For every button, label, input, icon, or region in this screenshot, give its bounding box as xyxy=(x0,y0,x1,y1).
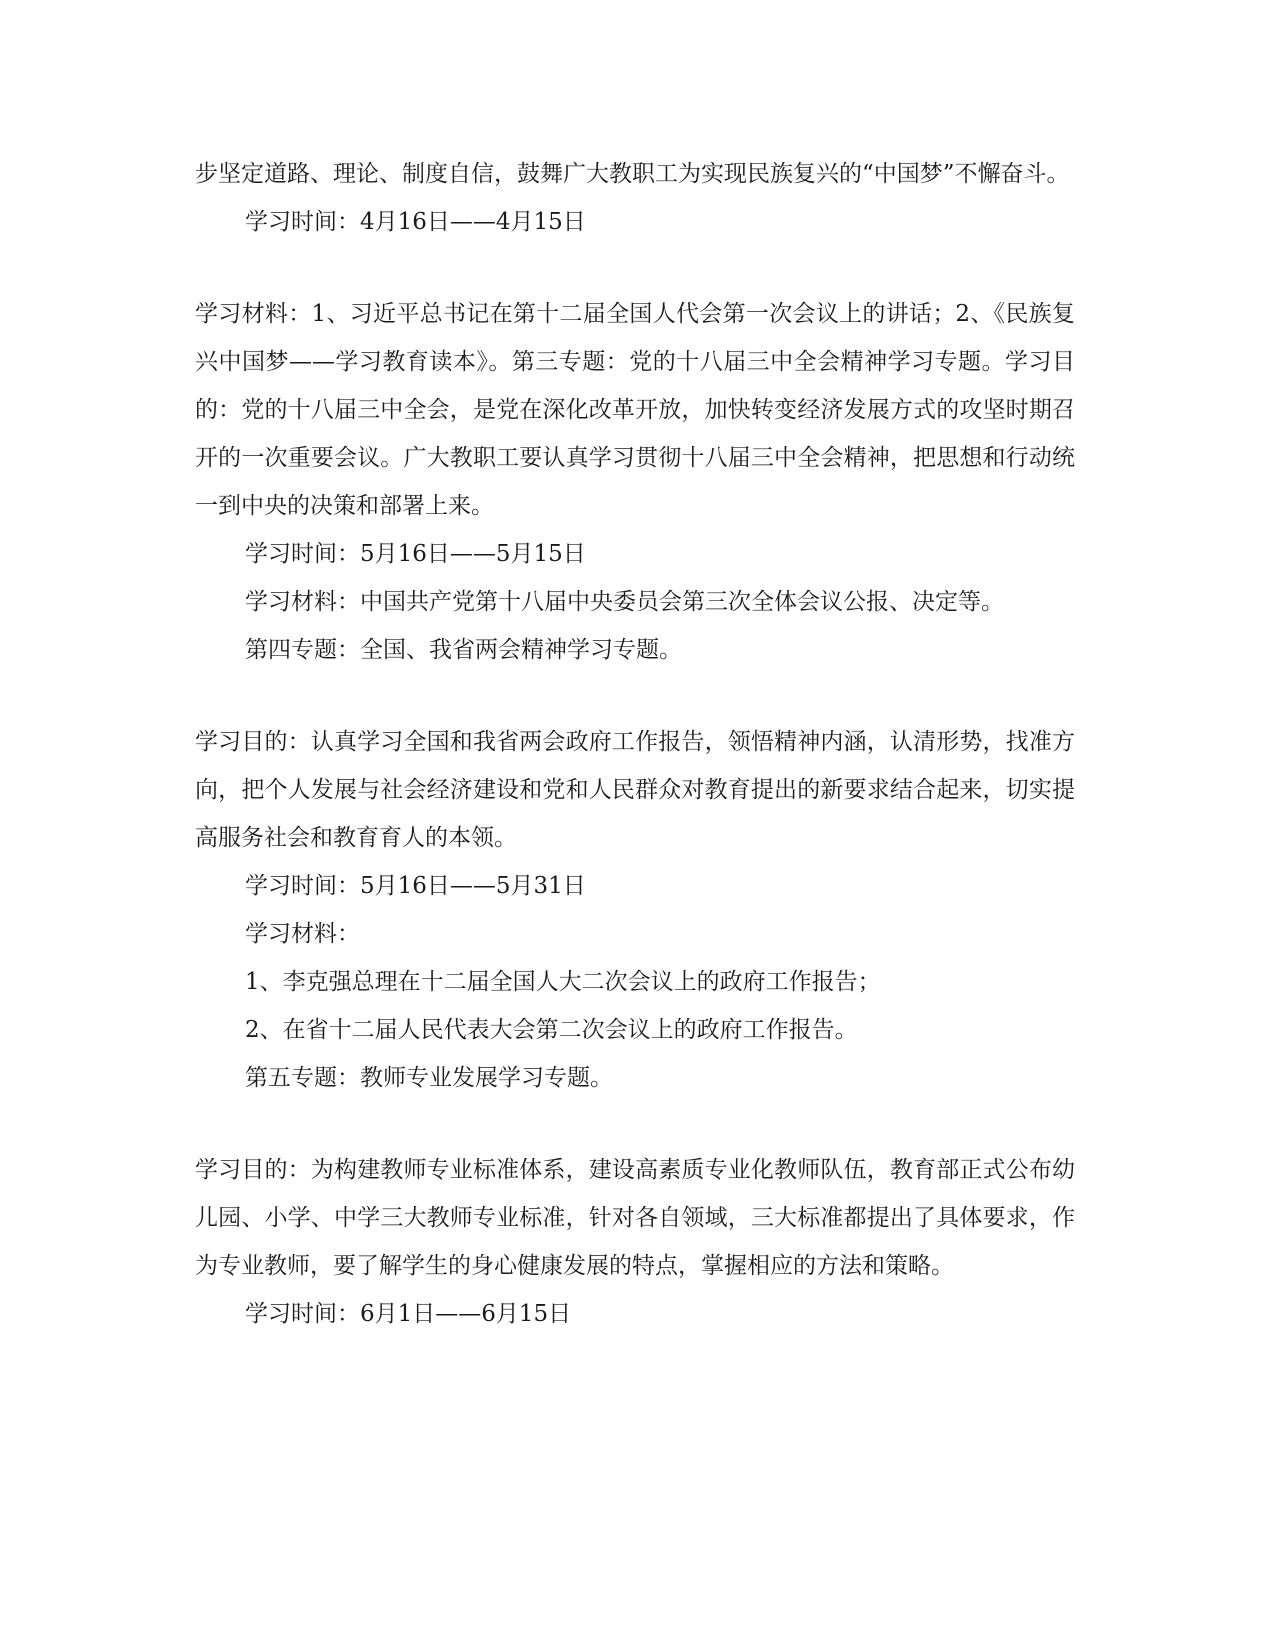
paragraph-gap xyxy=(195,674,1075,718)
study-materials-label: 学习材料： xyxy=(245,921,360,947)
paragraph-continuation: 步坚定道路、理论、制度自信，鼓舞广大教职工为实现民族复兴的“中国梦”不懈奋斗。 xyxy=(195,161,1070,187)
study-materials-2: 学习材料：中国共产党第十八届中央委员会第三次全体会议公报、决定等。 xyxy=(245,589,1004,615)
topic-4-heading: 第四专题：全国、我省两会精神学习专题。 xyxy=(245,637,682,663)
material-item-1: 1、李克强总理在十二届全国人大二次会议上的政府工作报告； xyxy=(245,969,881,995)
study-purpose-topic-4: 学习目的：认真学习全国和我省两会政府工作报告，领悟精神内涵，认清形势，找准方向，把个人发展与社会经济建设和党和人民群众对教育提出的新要求结合起来，切实提高服务社会和教育育人的本领。 xyxy=(195,729,1075,851)
document-page xyxy=(195,150,1075,1338)
paragraph-gap xyxy=(195,1102,1075,1146)
study-time-4: 学习时间：6月1日——6月15日 xyxy=(245,1301,572,1327)
study-time-3: 学习时间：5月16日——5月31日 xyxy=(245,873,586,899)
study-purpose-topic-5: 学习目的：为构建教师专业标准体系，建设高素质专业化教师队伍，教育部正式公布幼儿园、小学、中学三大教师专业标准，针对各自领域，三大标准都提出了具体要求，作为专业教师，要了解学生的身心健康发展的特点，掌握相应的方法和策略。 xyxy=(195,1157,1075,1279)
study-materials-topic-3: 学习材料：1、习近平总书记在第十二届全国人代会第一次会议上的讲话；2、《民族复兴中国梦——学习教育读本》。第三专题：党的十八届三中全会精神学习专题。学习目的：党的十八届三中全会，是党在深化改革开放，加快转变经济发展方式的攻坚时期召开的一次重要会议。广大教职工要认真学习贯彻十八届三中全会精神，把思想和行动统一到中央的决策和部署上来。 xyxy=(195,301,1075,519)
material-item-2: 2、在省十二届人民代表大会第二次会议上的政府工作报告。 xyxy=(245,1017,858,1043)
paragraph-gap xyxy=(195,246,1075,290)
study-time-2: 学习时间：5月16日——5月15日 xyxy=(245,541,586,567)
study-time-1: 学习时间：4月16日——4月15日 xyxy=(245,209,586,235)
topic-5-heading: 第五专题：教师专业发展学习专题。 xyxy=(245,1065,613,1091)
